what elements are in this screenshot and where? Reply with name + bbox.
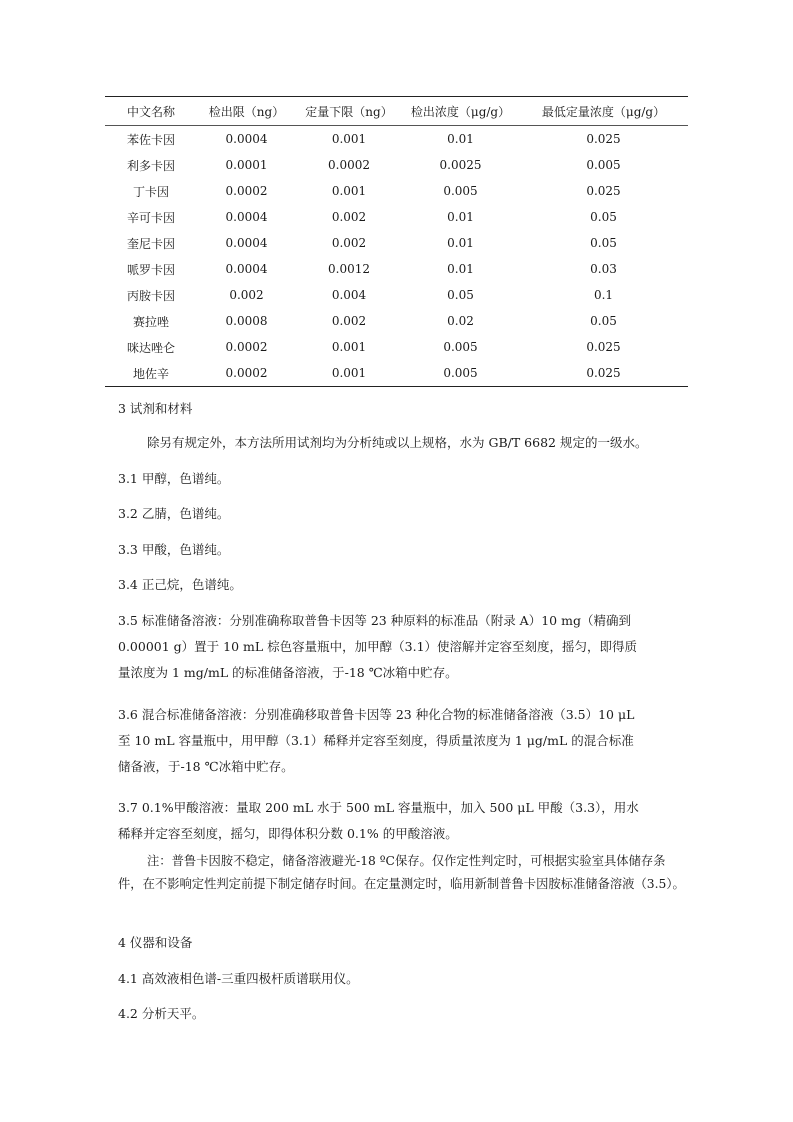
cell-det-conc: 0.01 (447, 262, 474, 276)
item-3-1: 3.1 甲醇，色谱纯。 (118, 471, 230, 486)
cell-det-conc: 0.02 (447, 314, 474, 328)
cell-loq: 0.002 (331, 210, 367, 224)
section-3-heading: 3 试剂和材料 (118, 401, 193, 416)
cell-lod: 0.0004 (225, 210, 268, 224)
cell-name: 丁卡因 (132, 184, 169, 199)
item-3-6-line-3: 储备液，于-18 ℃冰箱中贮存。 (118, 759, 294, 774)
item-3-7-line-2: 稀释并定容至刻度，摇匀，即得体积分数 0.1% 的甲酸溶液。 (118, 826, 458, 841)
cell-min-quant-conc: 0.025 (519, 360, 688, 387)
cell-loq: 0.0002 (328, 158, 370, 172)
cell-loq: 0.002 (331, 314, 367, 328)
table-row (105, 360, 688, 387)
cell-min-quant-conc: 0.025 (586, 132, 621, 146)
cell-lod: 0.0002 (225, 340, 268, 354)
table-row (105, 152, 688, 178)
cell-min-quant-conc: 0.05 (590, 236, 617, 250)
item-4-1: 4.1 高效液相色谱-三重四极杆质谱联用仪。 (118, 971, 359, 986)
cell-min-quant-conc: 0.05 (590, 210, 617, 224)
cell-min-quant-conc: 0.025 (586, 184, 621, 198)
cell-min-quant-conc: 0.1 (593, 288, 614, 302)
cell-min-quant-conc: 0.03 (590, 262, 617, 276)
table-row (105, 308, 688, 334)
cell-loq: 0.001 (331, 340, 367, 354)
item-3-6-line-2: 至 10 mL 容量瓶中，用甲醇（3.1）稀释并定容至刻度，得质量浓度为 1 μg/mL 的混合标准 (118, 733, 634, 748)
cell-name: 丙胺卡因 (126, 288, 175, 303)
cell-det-conc: 0.01 (447, 132, 474, 146)
cell-det-conc: 0.005 (443, 184, 478, 198)
cell-lod: 0.0002 (197, 360, 296, 387)
cell-lod: 0.0002 (225, 184, 268, 198)
col-header-det-conc: 检出浓度（μg/g） (402, 97, 519, 126)
item-3-5-line-1: 3.5 标准储备溶液：分别准确称取普鲁卡因等 23 种原料的标准品（附录 A）10 mg（精确到 (118, 613, 631, 628)
item-3-5-line-3: 量浓度为 1 mg/mL 的标准储备溶液，于-18 ℃冰箱中贮存。 (118, 665, 458, 680)
cell-lod: 0.0004 (225, 262, 268, 276)
item-3-2: 3.2 乙腈，色谱纯。 (118, 506, 230, 521)
col-header-loq: 定量下限（ng） (296, 97, 402, 126)
table-row (105, 204, 688, 230)
cell-name: 地佐辛 (105, 360, 197, 387)
col-header-lod: 检出限（ng） (197, 97, 296, 126)
item-4-2: 4.2 分析天平。 (118, 1006, 205, 1021)
item-3-5-line-2: 0.00001 g）置于 10 mL 棕色容量瓶中，加甲醇（3.1）使溶解并定容至刻度，摇匀，即得质 (118, 639, 638, 654)
cell-name: 哌罗卡因 (126, 262, 175, 277)
cell-loq: 0.001 (296, 360, 402, 387)
item-3-6-line-1: 3.6 混合标准储备溶液：分别准确移取普鲁卡因等 23 种化合物的标准储备溶液（3.5）10 μL (118, 707, 635, 722)
cell-det-conc: 0.01 (447, 210, 474, 224)
detection-limit-table (105, 96, 688, 387)
table-row (105, 126, 688, 153)
cell-lod: 0.0008 (225, 314, 268, 328)
cell-loq: 0.001 (331, 132, 367, 146)
cell-lod: 0.002 (229, 288, 264, 302)
cell-min-quant-conc: 0.025 (586, 340, 621, 354)
cell-lod: 0.0004 (225, 236, 268, 250)
cell-det-conc: 0.005 (402, 360, 519, 387)
table-header-row (105, 97, 688, 126)
cell-min-quant-conc: 0.05 (590, 314, 617, 328)
cell-name: 利多卡因 (126, 158, 175, 173)
cell-lod: 0.0004 (225, 132, 268, 146)
cell-det-conc: 0.01 (447, 236, 474, 250)
table-row (105, 334, 688, 360)
col-header-name: 中文名称 (105, 97, 197, 126)
cell-name: 辛可卡因 (126, 210, 175, 225)
cell-det-conc: 0.05 (447, 288, 474, 302)
cell-det-conc: 0.0025 (439, 158, 482, 172)
cell-name: 奎尼卡因 (126, 236, 175, 251)
section-3-intro: 除另有规定外，本方法所用试剂均为分析纯或以上规格，水为 GB/T 6682 规定的一级水。 (147, 435, 648, 450)
cell-lod: 0.0001 (225, 158, 268, 172)
section-4-heading: 4 仪器和设备 (118, 935, 193, 950)
cell-name: 苯佐卡因 (126, 132, 175, 147)
cell-min-quant-conc: 0.005 (586, 158, 621, 172)
table-row (105, 256, 688, 282)
col-header-min-quant-conc: 最低定量浓度（μg/g） (519, 97, 688, 126)
table-row (105, 230, 688, 256)
cell-name: 咪达唑仑 (126, 340, 175, 355)
cell-loq: 0.001 (331, 184, 367, 198)
cell-loq: 0.002 (331, 236, 367, 250)
item-3-4: 3.4 正己烷，色谱纯。 (118, 577, 242, 592)
table-row (105, 282, 688, 308)
item-3-7-line-1: 3.7 0.1%甲酸溶液：量取 200 mL 水于 500 mL 容量瓶中，加入 500 μL 甲酸（3.3），用水 (118, 800, 639, 815)
note-paragraph: 注：普鲁卡因胺不稳定，储备溶液避光-18 ºC保存。仅作定性判定时，可根据实验室具体储存条件，在不影响定性判定前提下制定储存时间。在定量测定时，临用新制普鲁卡因胺标准储备溶液（3.5）。 (118, 854, 685, 891)
cell-det-conc: 0.005 (443, 340, 478, 354)
item-3-3: 3.3 甲酸，色谱纯。 (118, 542, 230, 557)
cell-name: 赛拉唑 (132, 314, 169, 329)
table-row (105, 178, 688, 204)
cell-loq: 0.0012 (328, 262, 370, 276)
cell-loq: 0.004 (331, 288, 367, 302)
